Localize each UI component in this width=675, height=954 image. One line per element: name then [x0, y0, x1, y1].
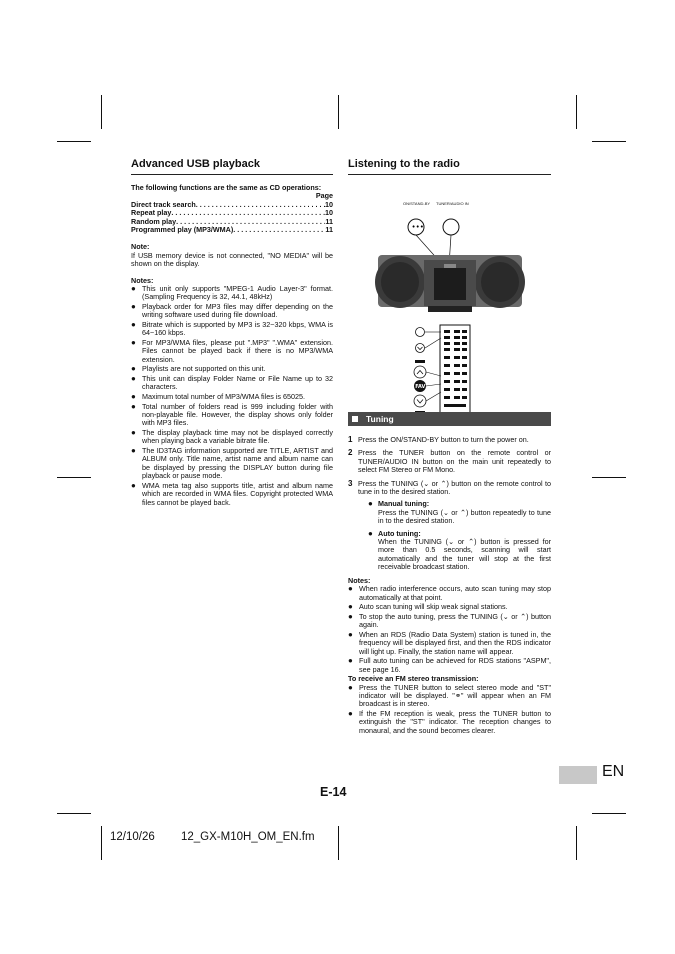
list-item: ● The ID3TAG information supported are TITLE, ARTIST and ALBUM only. Title name, artist name and album name can be displayed by pressing the DISPLAY button during file playback or pause mode.	[131, 447, 333, 481]
crop-mark	[592, 477, 626, 478]
note-text: If USB memory device is not connected, "NO MEDIA" will be shown on the display.	[131, 250, 333, 269]
crop-mark	[57, 477, 91, 478]
language-tab-label: EN	[602, 763, 625, 780]
display-panel	[434, 268, 466, 300]
list-item: ● This unit only supports "MPEG-1 Audio Layer-3" format. (Sampling Frequency is 32, 44.1, 48kHz)	[131, 285, 333, 302]
page-number: E-14	[320, 785, 347, 799]
notes-list	[131, 285, 333, 507]
note-heading: Note:	[131, 242, 150, 252]
tuning-heading-bar: Tuning	[348, 412, 551, 426]
section-title-usb: Advanced USB playback	[131, 157, 333, 175]
toc-list	[131, 201, 333, 235]
power-button-callout	[416, 328, 425, 337]
list-item: ● The display playback time may not be displayed correctly when playing back a variable bitrate file.	[131, 429, 333, 446]
toc-row: Direct track search . . . 10	[131, 201, 333, 209]
crop-mark	[101, 95, 102, 129]
footer-date: 12/10/26	[110, 831, 155, 843]
list-item: ● For MP3/WMA files, please put ".MP3" ".WMA" extension. Files cannot be played back if there is no MP3/WMA extension.	[131, 339, 333, 364]
toc-row: Random play . . . 11	[131, 218, 333, 226]
left-column	[131, 157, 333, 508]
list-item: ● Playback order for MP3 files may differ depending on the writing software used during file download.	[131, 303, 333, 320]
chevron-up-icon: ⌃	[440, 478, 447, 488]
label-tuner-audio-in: TUNER/AUDIO IN	[436, 201, 469, 206]
list-item: ● When radio interference occurs, auto scan tuning may stop automatically at that point.	[348, 585, 551, 602]
section-title-radio: Listening to the radio	[348, 157, 551, 175]
step-item: 2 Press the TUNER button on the remote control or TUNER/AUDIO IN button on the main unit repeatedly to select FM Stereo or FM Mono.	[348, 448, 551, 475]
toc-page-header: Page	[315, 191, 333, 201]
chevron-down-icon: ⌄	[443, 507, 450, 517]
label-on-standby: ON/STAND-BY	[403, 201, 431, 206]
stereo-icon: ⚭	[454, 690, 461, 700]
list-item: ● Playlists are not supported on this unit.	[131, 365, 333, 373]
footer-filename: 12_GX-M10H_OM_EN.fm	[181, 831, 315, 843]
list-item: ● Press the TUNER button to select stereo mode and "ST" indicator will be displayed. "⚭" will appear when an FM broadcast is in stereo.	[348, 684, 551, 709]
steps-list	[348, 436, 551, 572]
fm-stereo-heading: To receive an FM stereo transmission:	[348, 674, 479, 684]
tuner-button-callout	[443, 219, 459, 235]
list-item: ● This unit can display Folder Name or File Name up to 32 characters.	[131, 375, 333, 392]
toc-row: Repeat play . . . 10	[131, 209, 333, 217]
list-item: ● Bitrate which is supported by MP3 is 32~320 kbps, WMA is 64~160 kbps.	[131, 321, 333, 338]
fm-list	[348, 684, 551, 736]
radio-notes-list	[348, 585, 551, 674]
crop-mark	[592, 813, 626, 814]
step-item: 3 Press the TUNING (⌄ or ⌃) button on the remote control to tune in to the desired station. ● Manual tuning: Press the TUNING (⌄ or ⌃) button repeatedly to tune in to the desired station. ● Auto tuning: When the TUNING (⌄ or ⌃) button is pressed for more than 0.5 seconds, scanning will start automatically and the tuner will stop at the first receivable broadcast station.	[348, 478, 552, 572]
crop-mark	[338, 826, 339, 860]
fav-glyph: FAV	[415, 384, 426, 391]
notes-heading: Notes:	[348, 575, 371, 585]
list-item: ● Maximum total number of MP3/WMA files is 65025.	[131, 393, 333, 401]
step-item: 1 Press the ON/STAND-BY button to turn the power on.	[348, 435, 529, 444]
manual-tuning: ● Manual tuning: Press the TUNING (⌄ or ⌃) button repeatedly to tune in to the desired station.	[368, 499, 552, 526]
toc-row: Programmed play (MP3/WMA) . . . 11	[131, 226, 333, 234]
chevron-down-icon: ⌄	[448, 537, 455, 547]
tuning-down-2-button-callout	[414, 395, 426, 407]
list-item: ● Total number of folders read is 999 including folder with non-playable file. However, the display shows only folder with MP3 files.	[131, 403, 333, 428]
list-item: ● To stop the auto tuning, press the TUNING (⌄ or ⌃) button again.	[348, 613, 551, 630]
illustration	[348, 184, 551, 412]
language-tab	[559, 766, 597, 784]
crop-mark	[576, 826, 577, 860]
intro-text: The following functions are the same as CD operations:	[131, 183, 322, 192]
list-item: ● If the FM reception is weak, press the TUNER button to extinguish the "ST" indicator. The reception changes to monaural, and the sound becomes clearer.	[348, 710, 551, 735]
chevron-up-icon: ⌃	[468, 537, 475, 547]
crop-mark	[101, 826, 102, 860]
chevron-up-icon: ⌃	[520, 611, 527, 621]
tuning-up-button-callout	[414, 366, 426, 378]
notes-heading: Notes:	[131, 275, 154, 285]
list-item: ● Auto scan tuning will skip weak signal stations.	[348, 603, 551, 611]
crop-mark	[57, 141, 91, 142]
crop-mark	[338, 95, 339, 129]
crop-mark	[592, 141, 626, 142]
crop-mark	[576, 95, 577, 129]
device-illustration	[348, 184, 551, 412]
right-column	[348, 157, 551, 736]
dots-glyph: •••	[411, 223, 424, 231]
crop-mark	[57, 813, 91, 814]
chevron-up-icon: ⌃	[459, 507, 466, 517]
square-icon	[352, 416, 358, 422]
chevron-down-icon: ⌄	[502, 611, 509, 621]
auto-tuning: ● Auto tuning: When the TUNING (⌄ or ⌃) button is pressed for more than 0.5 seconds, scanning will start automatically and the tuner will stop at the first receivable broadcast station.	[368, 528, 551, 572]
list-item: ● WMA meta tag also supports title, artist and album name which are recorded in WMA files. Copyright protected WMA files cannot be played back.	[131, 482, 333, 507]
chevron-down-icon: ⌄	[423, 478, 430, 488]
tuning-down-button-callout	[416, 344, 425, 353]
list-item: ● When an RDS (Radio Data System) station is tuned in, the frequency will be displayed first, and then the RDS indicator will light up. Finally, the station name will appear.	[348, 631, 551, 656]
list-item: ● Full auto tuning can be achieved for RDS stations "ASPM", see page 16.	[348, 657, 551, 674]
